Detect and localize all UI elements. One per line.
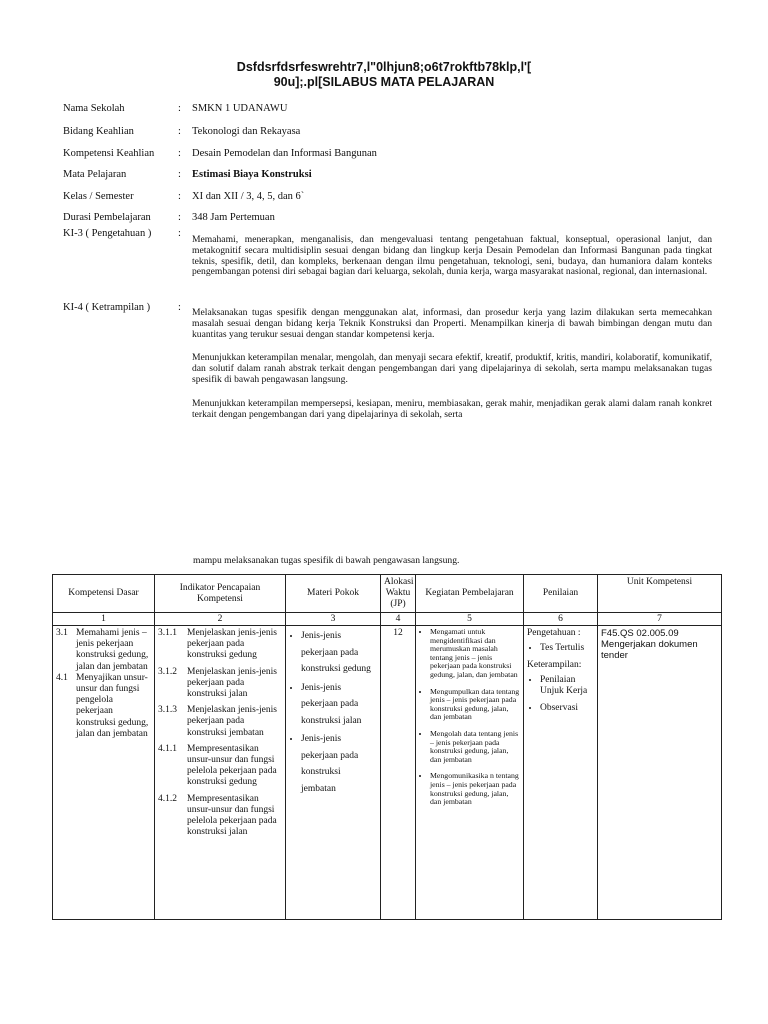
materi-item: • Jenis-jenis pekerjaan pada konstruksi gedung: [301, 628, 377, 678]
column-number: 7: [598, 613, 722, 626]
syllabus-table: [52, 574, 722, 920]
kegiatan-item: • Mengamati untuk mengidentifikasi dan merumuskan masalah tentang jenis – jenis pekerjaan pada konstruksi gedung, jalan, dan jembatan: [430, 628, 520, 680]
kd-text: Menyajikan unsur-unsur dan fungsi pengelola pekerjaan konstruksi gedung, jalan dan jembatan: [76, 672, 149, 739]
info-value: 348 Jam Pertemuan: [192, 212, 275, 223]
indikator-number: 3.1.3: [158, 705, 177, 716]
info-value: Estimasi Biaya Konstruksi: [192, 169, 312, 180]
indikator-text: Mempresentasikan unsur-unsur dan fungsi pelelola pekerjaan pada konstruksi jalan: [187, 793, 277, 838]
document-title-line1: Dsfdsrfdsrfeswrehtr7,l"0lhjun8;o6t7rokftb78klp,l'[: [236, 60, 532, 74]
materi-list: [289, 628, 377, 797]
info-colon: :: [178, 302, 181, 313]
indikator-text: Menjelaskan jenis-jenis pekerjaan pada konstruksi gedung: [187, 628, 277, 661]
column-number: 5: [416, 613, 524, 626]
kompetensi-dasar-cell: [53, 626, 155, 920]
ki4-paragraph-2: Menunjukkan keterampilan menalar, mengolah, dan menyaji secara efektif, kreatif, produktif, kritis, mandiri, kolaboratif, komunikatif, dan solutif dalam ranah abstrak terkait dengan pengembangan dari yang dipelajarinya di sekolah, serta mampu melaksanakan tugas spesifik di bawah pengawasan langsung.: [192, 352, 712, 385]
penilaian-item: • Tes Tertulis: [540, 643, 594, 654]
info-label: Kompetensi Keahlian: [63, 148, 155, 159]
document-title-line2: 90u];.pl[SILABUS MATA PELAJARAN: [273, 75, 495, 89]
info-label: KI-4 ( Ketrampilan ): [63, 302, 151, 313]
ki3-description: Memahami, menerapkan, menganalisis, dan mengevaluasi tentang pengetahuan faktual, konseptual, operasional lanjut, dan metakognitif secara multidisiplin sesuai dengan bidang dan lingkup kerja Desain Pemodelan dan Informasi Bangunan pada tingkat teknis, spesifik, detil, dan kompleks, berkenaan dengan ilmu pengetahuan, teknologi, seni, budaya, dan humaniora dalam konteks pengembangan potensi diri sebagai bagian dari keluarga, sekolah, dunia kerja, warga masyarakat nasional, regional, dan internasional.: [192, 234, 712, 278]
indikator-item: [158, 794, 282, 839]
info-label: Bidang Keahlian: [63, 126, 134, 137]
penilaian-keterampilan-list: [527, 675, 594, 714]
unit-title: Mengerjakan dokumen tender: [601, 639, 698, 661]
kegiatan-cell: [416, 626, 524, 920]
info-value: SMKN 1 UDANAWU: [192, 103, 288, 114]
header-kompetensi-dasar: Kompetensi Dasar: [53, 575, 155, 613]
indikator-item: [158, 705, 282, 739]
penilaian-cell: [524, 626, 598, 920]
info-colon: :: [178, 228, 181, 239]
materi-item: • Jenis-jenis pekerjaan pada konstruksi jembatan: [301, 731, 377, 797]
materi-pokok-cell: [286, 626, 381, 920]
column-number: 3: [286, 613, 381, 626]
kd-text: Memahami jenis – jenis pekerjaan konstruksi gedung, jalan dan jembatan: [76, 628, 149, 672]
info-label: Durasi Pembelajaran: [63, 212, 151, 223]
indikator-number: 3.1.2: [158, 666, 177, 677]
info-colon: :: [178, 126, 181, 137]
indikator-text: Mempresentasikan unsur-unsur dan fungsi pelelola pekerjaan pada konstruksi gedung: [187, 743, 277, 788]
ki4-paragraph-1: Melaksanakan tugas spesifik dengan menggunakan alat, informasi, dan prosedur kerja yang lazim dilakukan serta memecahkan masalah sesuai dengan bidang kerja Teknik Konstruksi dan Properti. Menampilkan kinerja di bawah bimbingan dengan mutu dan kuantitas yang terukur sesuai dengan standar kompetensi kerja.: [192, 307, 712, 340]
indikator-item: [158, 667, 282, 701]
info-colon: :: [178, 212, 181, 223]
header-unit-kompetensi: Unit Kompetensi: [598, 575, 722, 613]
penilaian-pengetahuan-label: Pengetahuan :: [527, 628, 581, 638]
indikator-cell: [155, 626, 286, 920]
header-kegiatan: Kegiatan Pembelajaran: [416, 575, 524, 613]
ki4-continued-text: mampu melaksanakan tugas spesifik di bawah pengawasan langsung.: [193, 555, 460, 566]
info-value: XI dan XII / 3, 4, 5, dan 6`: [192, 191, 305, 202]
alokasi-waktu-cell: 12: [381, 626, 416, 920]
indikator-item: [158, 744, 282, 789]
table-row: [53, 626, 722, 920]
column-number: 4: [381, 613, 416, 626]
indikator-text: Menjelaskan jenis-jenis pekerjaan pada konstruksi jalan: [187, 666, 277, 700]
unit-code: F45.QS 02.005.09: [601, 628, 679, 639]
header-alokasi-waktu: Alokasi Waktu (JP): [381, 575, 416, 613]
indikator-number: 4.1.2: [158, 793, 177, 804]
indikator-number: 3.1.1: [158, 628, 177, 638]
info-colon: :: [178, 169, 181, 180]
table-number-row: [53, 613, 722, 626]
penilaian-item: • Penilaian Unjuk Kerja: [540, 675, 594, 697]
header-indikator: Indikator Pencapaian Kompetensi: [155, 575, 286, 613]
indikator-number: 4.1.1: [158, 743, 177, 754]
info-label: Kelas / Semester: [63, 191, 134, 202]
info-label: Mata Pelajaran: [63, 169, 127, 180]
info-label: KI-3 ( Pengetahuan ): [63, 228, 152, 239]
header-materi-pokok: Materi Pokok: [286, 575, 381, 613]
materi-item: • Jenis-jenis pekerjaan pada konstruksi jalan: [301, 680, 377, 730]
kegiatan-item: • Mengolah data tentang jenis – jenis pekerjaan pada konstruksi gedung, jalan, dan jembatan: [430, 730, 520, 764]
kd-item: [56, 628, 151, 673]
ki4-paragraph-3: Menunjukkan keterampilan mempersepsi, kesiapan, meniru, membiasakan, gerak mahir, menjadikan gerak alami dalam ranah konkret terkait dengan pengembangan dari yang dipelajarinya di sekolah, serta: [192, 398, 712, 420]
info-colon: :: [178, 148, 181, 159]
indikator-text: Menjelaskan jenis-jenis pekerjaan pada konstruksi jembatan: [187, 705, 277, 738]
info-value: Tekonologi dan Rekayasa: [192, 126, 301, 137]
penilaian-pengetahuan-list: [527, 643, 594, 654]
info-colon: :: [178, 191, 181, 202]
info-value: Desain Pemodelan dan Informasi Bangunan: [192, 148, 377, 159]
column-number: 6: [524, 613, 598, 626]
kegiatan-list: [419, 628, 520, 807]
kegiatan-item: • Mengomunikasika n tentang jenis – jenis pekerjaan pada konstruksi gedung, jalan, dan jembatan: [430, 772, 520, 806]
penilaian-keterampilan-label: Keterampilan:: [527, 660, 582, 670]
table-header-row: [53, 575, 722, 613]
indikator-item: [158, 628, 282, 662]
kegiatan-item: • Mengumpulkan data tentang jenis – jenis pekerjaan pada konstruksi gedung, jalan, dan jembatan: [430, 688, 520, 722]
kd-number: 3.1: [56, 628, 68, 638]
column-number: 1: [53, 613, 155, 626]
penilaian-item: • Observasi: [540, 703, 594, 714]
info-colon: :: [178, 103, 181, 114]
kd-number: 4.1: [56, 672, 68, 683]
header-penilaian: Penilaian: [524, 575, 598, 613]
kd-item: [56, 673, 151, 740]
unit-kompetensi-cell: [598, 626, 722, 920]
info-label: Nama Sekolah: [63, 103, 125, 114]
column-number: 2: [155, 613, 286, 626]
